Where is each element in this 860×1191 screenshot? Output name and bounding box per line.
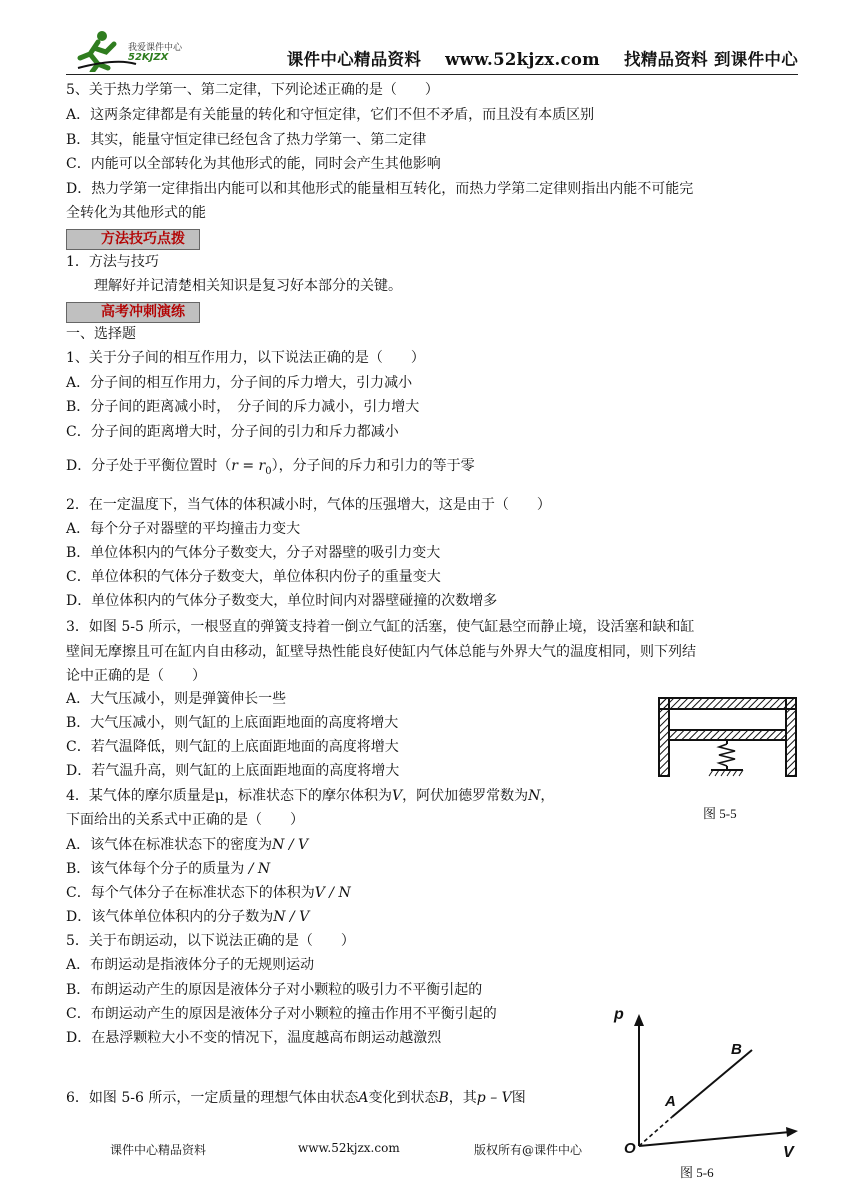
q1-d-post: ），分子间的斥力和引力的等于零 — [271, 458, 475, 474]
q1-d-math: r = r — [231, 458, 266, 474]
q6-post: 图 — [511, 1090, 526, 1106]
origin-label: O — [624, 1140, 636, 1157]
q1-d-pre: D．分子处于平衡位置时（ — [66, 458, 232, 474]
q4-option-b — [66, 859, 270, 879]
section-method-banner — [66, 229, 200, 250]
x-axis — [639, 1132, 790, 1146]
logo-text-bottom: 52KJZX — [128, 52, 169, 63]
method-item: 1．方法与技巧 — [66, 254, 159, 270]
logo-text-top: 我爱课件中心 — [128, 43, 183, 53]
figure-5-5-caption: 图 5-5 — [703, 806, 737, 821]
y-axis-label: p — [614, 1006, 624, 1023]
q4-d-pre: D．该气体单位体积内的分子数为 — [66, 909, 274, 925]
section-exam-title: 高考冲刺演练 — [101, 304, 185, 320]
section-exam-banner — [66, 302, 200, 323]
q4-stem-mid: ，阿伏加德罗常数为 — [402, 788, 529, 804]
q4-stem-post: ， — [540, 788, 555, 804]
q2-option-b: B．单位体积内的气体分子数变大，分子对器壁的吸引力变大 — [66, 545, 441, 561]
q1-option-b: B．分子间的距离减小时， 分子间的斥力减小，引力增大 — [66, 399, 420, 415]
header-text — [269, 46, 798, 70]
q4-a-pre: A．该气体在标准状态下的密度为 — [66, 837, 273, 853]
q2-option-c: C．单位体积的气体分子数变大，单位体积内份子的重量变大 — [66, 569, 441, 585]
q6-state-b: B — [438, 1090, 449, 1106]
page-header — [66, 28, 798, 75]
q1-option-d — [66, 456, 475, 482]
q4-stem-line2: 下面给出的关系式中正确的是（ ） — [66, 812, 304, 828]
q5-top-option-a: A．这两条定律都是有关能量的转化和守恒定律，它们不但不矛盾，而且没有本质区别 — [66, 107, 595, 123]
q5-option-d: D．在悬浮颗粒大小不变的情况下，温度越高布朗运动越激烈 — [66, 1030, 442, 1046]
site-logo — [76, 28, 216, 72]
q5-top-option-b: B．其实，能量守恒定律已经包含了热力学第一、第二定律 — [66, 132, 427, 148]
figure-5-6-caption: 图 5-6 — [680, 1165, 714, 1180]
section-method-title: 方法技巧点拨 — [101, 231, 185, 247]
header-url[interactable]: www.52kjzx.com — [445, 50, 600, 69]
q4-option-a — [66, 835, 308, 855]
q6-mid: 变化到状态 — [368, 1090, 439, 1106]
q4-stem-pre: 4．某气体的摩尔质量是μ，标准状态下的摩尔体积为 — [66, 788, 393, 804]
y-axis-arrow-icon — [634, 1014, 644, 1026]
q5-option-b: B．布朗运动产生的原因是液体分子对小颗粒的吸引力不平衡引起的 — [66, 982, 483, 998]
q5-top-option-c: C．内能可以全部转化为其他形式的能，同时会产生其他影响 — [66, 156, 441, 172]
q4-c-math: V / N — [314, 885, 351, 901]
q6-mid2: ，其 — [448, 1090, 477, 1106]
q6-stem — [66, 1088, 526, 1108]
q3-option-a: A．大气压减小，则是弹簧伸长一些 — [66, 691, 287, 707]
x-axis-arrow-icon — [786, 1127, 798, 1137]
q6-pre: 6．如图 5-6 所示，一定质量的理想气体由状态 — [66, 1090, 359, 1106]
q4-a-math: N / V — [272, 837, 309, 853]
q4-option-d — [66, 907, 309, 927]
figure-5-6 — [612, 1006, 802, 1160]
q1-stem: 1、关于分子间的相互作用力，以下说法正确的是（ ） — [66, 350, 425, 366]
q3-option-d: D．若气温升高，则气缸的上底面距地面的高度将增大 — [66, 763, 400, 779]
q4-b-math: / N — [244, 861, 271, 877]
q6-pv: p – V — [476, 1090, 512, 1106]
q5-stem: 5．关于布朗运动，以下说法正确的是（ ） — [66, 933, 355, 949]
pv-graph — [612, 1006, 802, 1160]
q1-option-a: A．分子间的相互作用力，分子间的斥力增大，引力减小 — [66, 375, 413, 391]
q5-option-a: A．布朗运动是指液体分子的无规则运动 — [66, 957, 315, 973]
q4-stem-line1 — [66, 786, 554, 806]
q3-option-c: C．若气温降低，则气缸的上底面距地面的高度将增大 — [66, 739, 399, 755]
dashed-extension — [639, 1117, 672, 1146]
q3-option-b: B．大气压减小，则气缸的上底面距地面的高度将增大 — [66, 715, 399, 731]
footer-url[interactable]: www.52kjzx.com — [298, 1141, 400, 1155]
q2-stem: 2．在一定温度下，当气体的体积减小时，气体的压强增大，这是由于（ ） — [66, 497, 551, 513]
q3-stem-line1: 3．如图 5-5 所示，一根竖直的弹簧支持着一倒立气缸的活塞，使气缸悬空而静止境，设活塞和缺和缸 — [66, 619, 695, 635]
q4-stem-v: V — [392, 788, 403, 804]
q4-b-pre: B．该气体每个分子的质量为 — [66, 861, 245, 877]
q5-top-option-d-line2: 全转化为其他形式的能 — [66, 205, 206, 221]
q4-stem-n: N — [528, 788, 541, 804]
q3-stem-line3: 论中正确的是（ ） — [66, 668, 206, 684]
q1-d-sub: 0 — [265, 465, 272, 477]
ab-line — [672, 1050, 752, 1117]
q6-state-a: A — [358, 1090, 369, 1106]
footer-copyright: 版权所有@课件中心 — [474, 1143, 583, 1157]
header-title: 课件中心精品资料 — [286, 50, 422, 69]
cylinder-spring-figure — [655, 688, 800, 783]
q2-option-a: A．每个分子对器壁的平均撞击力变大 — [66, 521, 301, 537]
exam-part-heading: 一、选择题 — [66, 326, 136, 342]
q4-option-c — [66, 883, 351, 903]
header-slogan: 找精品资料 到课件中心 — [623, 50, 798, 69]
q1-option-c: C．分子间的距离增大时，分子间的引力和斥力都减小 — [66, 424, 399, 440]
method-text: 理解好并记清楚相关知识是复习好本部分的关键。 — [94, 278, 402, 294]
point-b-label: B — [731, 1041, 742, 1058]
x-axis-label: V — [783, 1144, 794, 1161]
q4-d-math: N / V — [273, 909, 310, 925]
q5-option-c: C．布朗运动产生的原因是液体分子对小颗粒的撞击作用不平衡引起的 — [66, 1006, 497, 1022]
q3-stem-line2: 壁间无摩擦且可在缸内自由移动，缸壁导热性能良好使缸内气体总能与外界大气的温度相同，则下列结 — [66, 644, 696, 660]
point-a-label: A — [665, 1093, 676, 1110]
q2-option-d: D．单位体积内的气体分子数变大，单位时间内对器壁碰撞的次数增多 — [66, 593, 498, 609]
q4-c-pre: C．每个气体分子在标准状态下的体积为 — [66, 885, 315, 901]
q5-top-option-d-line1: D．热力学第一定律指出内能可以和其他形式的能量相互转化，而热力学第二定律则指出内能不可能完 — [66, 181, 694, 197]
footer-left: 课件中心精品资料 — [110, 1143, 207, 1157]
q5-top-stem: 5、关于热力学第一、第二定律，下列论述正确的是（ ） — [66, 82, 439, 98]
figure-5-5 — [655, 688, 800, 783]
